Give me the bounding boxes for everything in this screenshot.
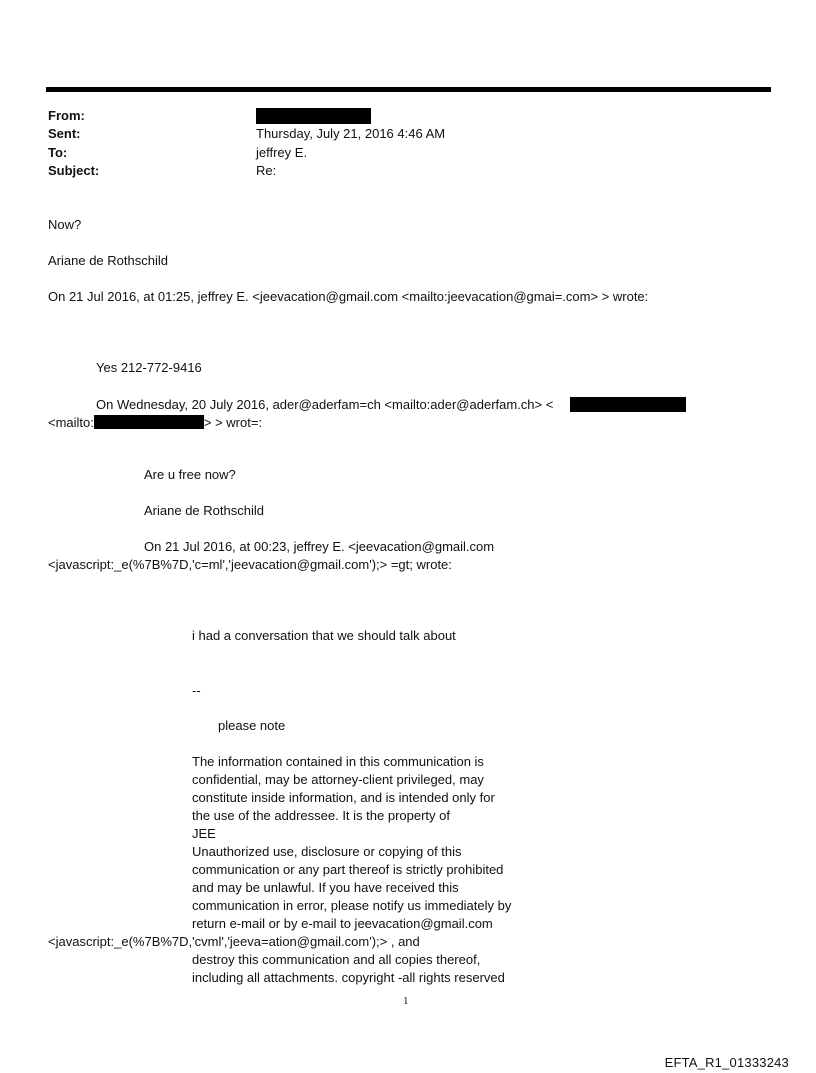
redacted-address (570, 397, 686, 412)
quoted-reply-line: Yes 212-772-9416 (96, 360, 202, 375)
disclaimer-line: including all attachments. copyright -all rights reserved (192, 970, 505, 985)
signature: Ariane de Rothschild (48, 253, 168, 268)
to-value: jeffrey E. (256, 145, 308, 160)
header-rule (46, 87, 771, 92)
sent-label: Sent: (48, 126, 81, 141)
disclaimer-line: JEE (192, 826, 216, 841)
quoted-message-line: i had a conversation that we should talk about (192, 628, 456, 643)
page-number: 1 (403, 995, 409, 1007)
quoted-message-line: Are u free now? (144, 467, 236, 482)
please-note-line: please note (218, 718, 286, 733)
quote-header: On 21 Jul 2016, at 01:25, jeffrey E. <jeevacation@gmail.com <mailto:jeevacation@gmai=.com> > wrote: (48, 289, 649, 304)
disclaimer-line: constitute inside information, and is intended only for (192, 790, 495, 805)
subject-value: Re: (256, 163, 277, 178)
mailto-suffix: > > wrot=: (203, 415, 263, 430)
quote-header: On 21 Jul 2016, at 00:23, jeffrey E. <jeevacation@gmail.com (144, 539, 495, 554)
disclaimer-line: the use of the addressee. It is the property of (192, 808, 450, 823)
mailto-prefix: <mailto: (48, 415, 94, 430)
disclaimer-line: destroy this communication and all copies thereof, (192, 952, 481, 967)
quote-header-continued (48, 414, 262, 432)
reply-line: Now? (48, 217, 82, 232)
disclaimer-line: confidential, may be attorney-client privileged, may (192, 772, 484, 787)
quote-header: On Wednesday, 20 July 2016, ader@aderfam=ch <mailto:ader@aderfam.ch> < (96, 397, 554, 412)
disclaimer-line: return e-mail or by e-mail to jeevacation@gmail.com (192, 916, 493, 931)
disclaimer-line: communication or any part thereof is strictly prohibited (192, 862, 504, 877)
disclaimer-line: and may be unlawful. If you have received this (192, 880, 459, 895)
from-label: From: (48, 108, 85, 123)
redacted-sender (256, 108, 371, 124)
signature: Ariane de Rothschild (144, 503, 264, 518)
quote-header-continued: <javascript:_e(%7B%7D,'c=ml','jeevacation@gmail.com');> =gt; wrote: (48, 557, 452, 572)
disclaimer-line: communication in error, please notify us immediately by (192, 898, 512, 913)
sent-value: Thursday, July 21, 2016 4:46 AM (256, 126, 446, 141)
to-label: To: (48, 145, 68, 160)
signature-separator: -- (192, 683, 201, 698)
javascript-link-line: <javascript:_e(%7B%7D,'cvml','jeeva=ation@gmail.com');> , and (48, 934, 420, 949)
bates-number: EFTA_R1_01333243 (664, 1055, 789, 1070)
disclaimer-line: The information contained in this communication is (192, 754, 484, 769)
disclaimer-line: Unauthorized use, disclosure or copying of this (192, 844, 462, 859)
redacted-mailto (94, 415, 204, 429)
disclaimer-block (192, 753, 511, 933)
subject-label: Subject: (48, 163, 100, 178)
